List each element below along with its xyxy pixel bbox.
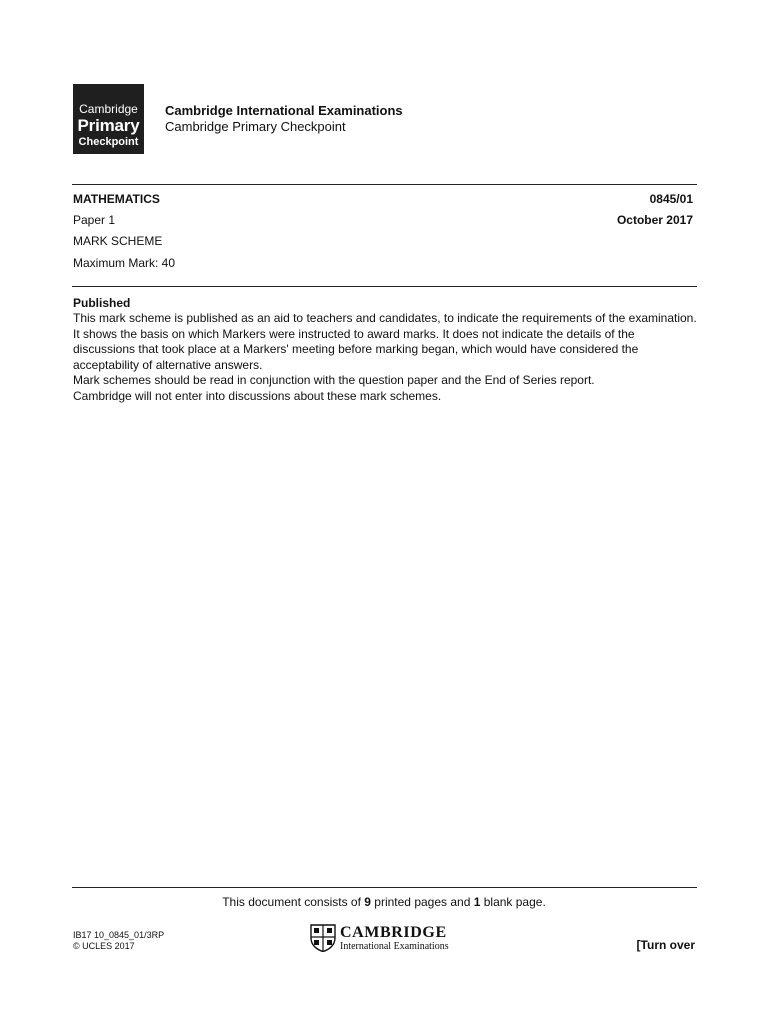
organisation-name: Cambridge International Examinations — [165, 103, 403, 118]
document-type: MARK SCHEME — [73, 234, 163, 248]
cambridge-wordmark: CAMBRIDGE — [340, 924, 447, 941]
reference-code: IB17 10_0845_01/3RP — [73, 930, 165, 940]
exam-session: October 2017 — [616, 213, 693, 227]
copyright-notice: © UCLES 2017 — [73, 941, 135, 951]
logo-line-1: Cambridge — [79, 102, 138, 116]
page-count-statement — [0, 895, 768, 909]
published-notice — [73, 311, 698, 404]
notice-paragraph-1: This mark scheme is published as an aid to teachers and candidates, to indicate the requirements of the examination. It shows the basis on which Markers were instructed to award marks. It does not indicate the details of the discussions that took place at a Markers' meeting before marking began, which would have considered the acceptability of alternative answers. — [73, 311, 697, 372]
turn-over-note: [Turn over — [636, 938, 695, 952]
cambridge-sub-wordmark: International Examinations — [340, 941, 449, 952]
pages-prefix: This document consists of — [222, 895, 365, 909]
logo-line-2: Primary — [77, 116, 140, 135]
maximum-mark: Maximum Mark: 40 — [73, 256, 176, 270]
cambridge-primary-checkpoint-logo — [73, 84, 144, 154]
footer-divider — [72, 887, 697, 888]
programme-name: Cambridge Primary Checkpoint — [165, 119, 346, 134]
document-reference — [73, 930, 164, 952]
pages-suffix: blank page. — [480, 895, 546, 909]
logo-line-3: Checkpoint — [78, 136, 139, 148]
blank-pages-count: 1 — [473, 895, 481, 909]
notice-paragraph-3: Cambridge will not enter into discussions about these mark schemes. — [73, 388, 442, 403]
crest-icon — [310, 924, 336, 952]
syllabus-code: 0845/01 — [649, 192, 693, 206]
notice-paragraph-2: Mark schemes should be read in conjunction with the question paper and the End of Series report. — [73, 373, 595, 387]
top-divider — [72, 184, 697, 185]
pages-mid: printed pages and — [370, 895, 474, 909]
middle-divider — [72, 286, 697, 287]
paper-number: Paper 1 — [73, 213, 116, 227]
published-heading: Published — [73, 296, 131, 310]
subject-title: MATHEMATICS — [73, 192, 160, 206]
printed-pages-count: 9 — [364, 895, 371, 909]
